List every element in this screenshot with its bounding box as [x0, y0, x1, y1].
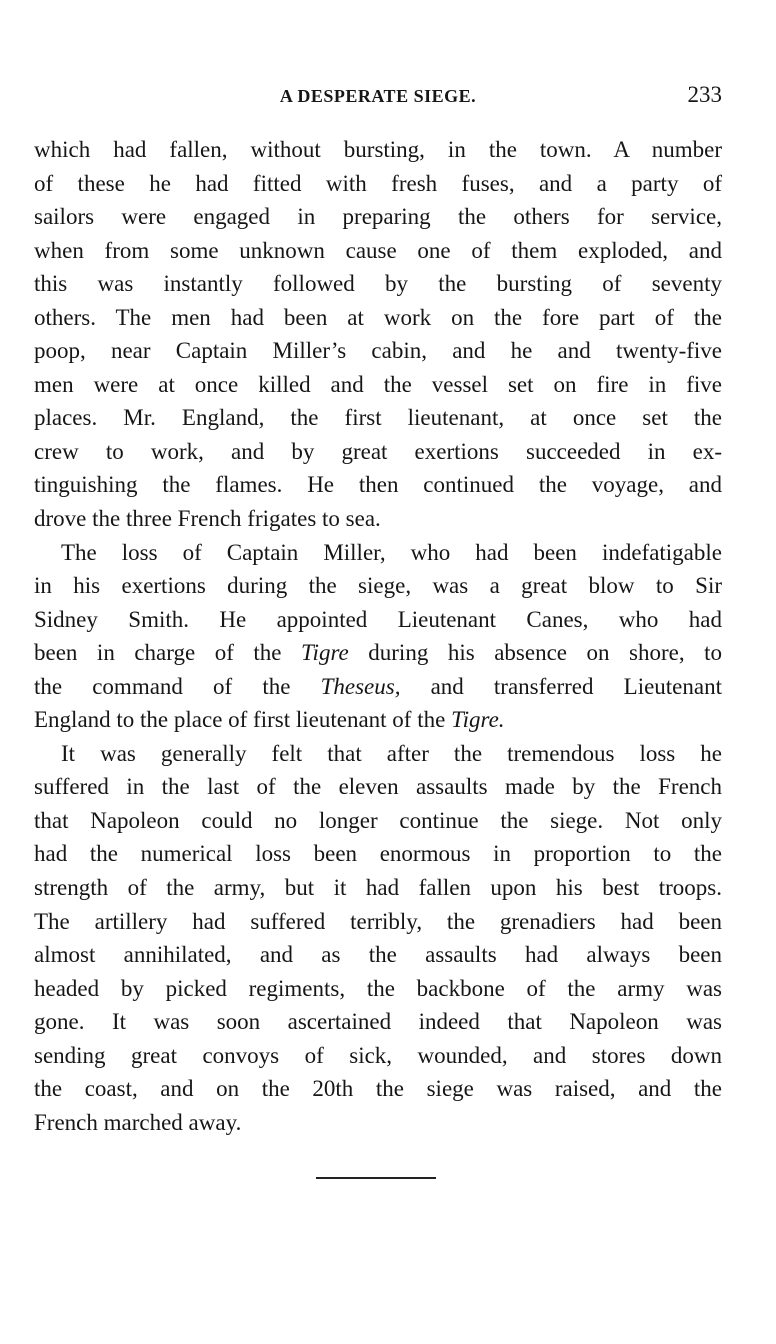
- text-line: [34, 200, 722, 234]
- text-segment: drove the three French frigates to sea.: [34, 506, 381, 532]
- text-line: [34, 737, 722, 771]
- text-segment: sailors were engaged in preparing the others for service,: [34, 204, 722, 230]
- text-segment: in his exertions during the siege, was a great blow to Sir: [34, 573, 722, 599]
- text-segment: men were at once killed and the vessel set on fire in five: [34, 371, 722, 397]
- text-line: [34, 636, 722, 670]
- section-end-rule: [316, 1177, 436, 1179]
- text-segment: The artillery had suffered terribly, the grenadiers had been: [34, 908, 722, 934]
- text-line: [34, 703, 722, 737]
- text-segment: headed by picked regiments, the backbone of the army was: [34, 975, 722, 1001]
- text-segment: the command of the: [34, 673, 321, 699]
- text-line: [34, 368, 722, 402]
- text-segment: sending great convoys of sick, wounded, and stores down: [34, 1042, 722, 1068]
- text-segment: crew to work, and by great exertions succeeded in ex-: [34, 438, 722, 464]
- text-line: [34, 670, 722, 704]
- text-segment: during his absence on shore, to: [348, 640, 722, 666]
- text-segment: that Napoleon could no longer continue the siege. Not only: [34, 807, 722, 833]
- text-segment: strength of the army, but it had fallen upon his best troops.: [34, 875, 722, 901]
- text-segment: Sidney Smith. He appointed Lieutenant Canes, who had: [34, 606, 722, 632]
- italic-ship-name: Tigre: [301, 640, 349, 666]
- italic-ship-name: Tigre.: [451, 707, 505, 733]
- text-segment: which had fallen, without bursting, in the town. A number: [34, 137, 722, 162]
- text-line: [34, 1005, 722, 1039]
- text-line: [34, 435, 722, 469]
- text-segment: when from some unknown cause one of them exploded, and: [34, 237, 722, 263]
- body-text: [34, 133, 722, 1139]
- text-segment: had the numerical loss been enormous in proportion to the: [34, 841, 722, 867]
- text-segment: tinguishing the flames. He then continued the voyage, and: [34, 472, 722, 498]
- text-segment: England to the place of first lieutenant of the: [34, 707, 452, 733]
- text-segment: been in charge of the: [34, 640, 302, 666]
- text-line: [34, 1106, 722, 1140]
- text-line: [34, 133, 722, 167]
- text-segment: and transferred Lieutenant: [400, 673, 722, 699]
- text-line: [34, 536, 722, 570]
- text-segment: The loss of Captain Miller, who had been indefatigable: [61, 539, 722, 565]
- text-segment: of these he had fitted with fresh fuses, and a party of: [34, 170, 722, 196]
- text-segment: this was instantly followed by the bursting of seventy: [34, 271, 722, 297]
- text-segment: the coast, and on the 20th the siege was raised, and the: [34, 1076, 722, 1102]
- text-segment: It was generally felt that after the tremendous loss he: [61, 740, 722, 766]
- text-segment: French marched away.: [34, 1109, 242, 1135]
- text-line: [34, 770, 722, 804]
- text-line: [34, 301, 722, 335]
- text-segment: poop, near Captain Miller’s cabin, and he and twenty-five: [34, 338, 722, 364]
- page-header: [34, 82, 722, 112]
- text-line: [34, 603, 722, 637]
- text-line: [34, 334, 722, 368]
- text-line: [34, 871, 722, 905]
- text-segment: gone. It was soon ascertained indeed that Napoleon was: [34, 1009, 722, 1035]
- text-line: [34, 938, 722, 972]
- text-line: [34, 905, 722, 939]
- text-line: [34, 234, 722, 268]
- text-line: [34, 804, 722, 838]
- page-number: 233: [687, 82, 722, 107]
- text-line: [34, 569, 722, 603]
- text-line: [34, 502, 722, 536]
- italic-ship-name: Theseus,: [320, 673, 401, 699]
- running-title: A DESPERATE SIEGE.: [279, 86, 477, 106]
- text-line: [34, 167, 722, 201]
- text-line: [34, 401, 722, 435]
- text-segment: others. The men had been at work on the fore part of the: [34, 304, 722, 330]
- text-line: [34, 837, 722, 871]
- text-segment: places. Mr. England, the first lieutenant, at once set the: [34, 405, 722, 431]
- text-line: [34, 972, 722, 1006]
- text-segment: suffered in the last of the eleven assaults made by the French: [34, 774, 722, 800]
- text-line: [34, 468, 722, 502]
- text-line: [34, 1039, 722, 1073]
- text-segment: almost annihilated, and as the assaults had always been: [34, 942, 722, 968]
- text-line: [34, 267, 722, 301]
- text-line: [34, 1072, 722, 1106]
